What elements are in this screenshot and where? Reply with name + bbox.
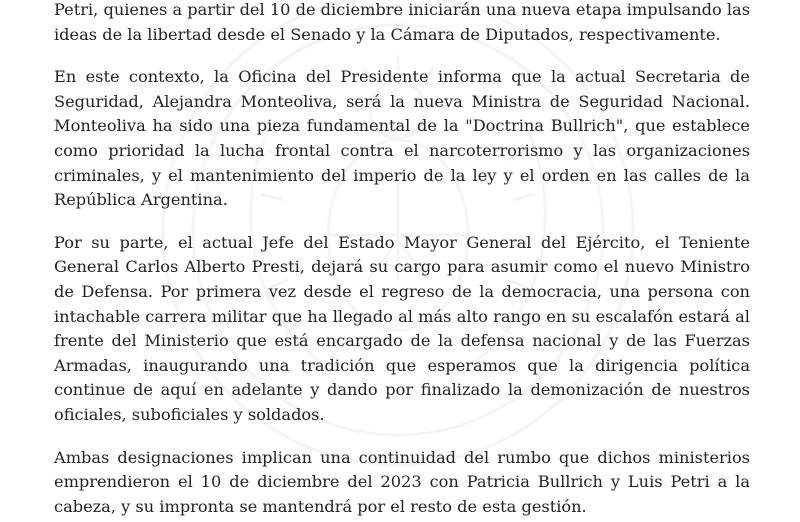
paragraph-1: Petri, quienes a partir del 10 de diciembre iniciarán una nueva etapa impulsando las ideas de la libertad desde el Senado y la Cámara de Diputados, respectivamente. [54, 0, 751, 44]
paragraph-2: En este contexto, la Oficina del Presidente informa que la actual Secretaria de Seguridad, Alejandra Monteoliva, será la nueva Ministra de Seguridad Nacional. Monteoliva ha sido una pieza fundamental de la "Doctrina Bullrich", que establece como prioridad la lucha frontal contra el narcoterrorismo y las organizaciones criminales, y el mantenimiento del imperio de la ley y el orden en las calles de la República Argentina. [54, 67, 750, 210]
document-body [54, 0, 750, 522]
paragraph-3: Por su parte, el actual Jefe del Estado Mayor General del Ejército, el Teniente General Carlos Alberto Presti, dejará su cargo para asumir como el nuevo Ministro de Defensa. Por primera vez desde el regreso de la democracia, una persona con intachable carrera militar que ha llegado al más alto rango en su escalafón estará al frente del Ministerio que está encargado de la defensa nacional y de las Fuerzas Armadas, inaugurando una tradición que esperamos que la dirigencia política continue de aquí en adelante y dando por finalizado la demonización de nuestros oficiales, suboficiales y soldados. [54, 232, 750, 424]
paragraph-4: Ambas designaciones implican una continuidad del rumbo que dichos ministerios emprendieron el 10 de diciembre del 2023 con Patricia Bullrich y Luis Petri a la cabeza, y su impronta se mantendrá por el resto de esta gestión. [54, 447, 750, 516]
